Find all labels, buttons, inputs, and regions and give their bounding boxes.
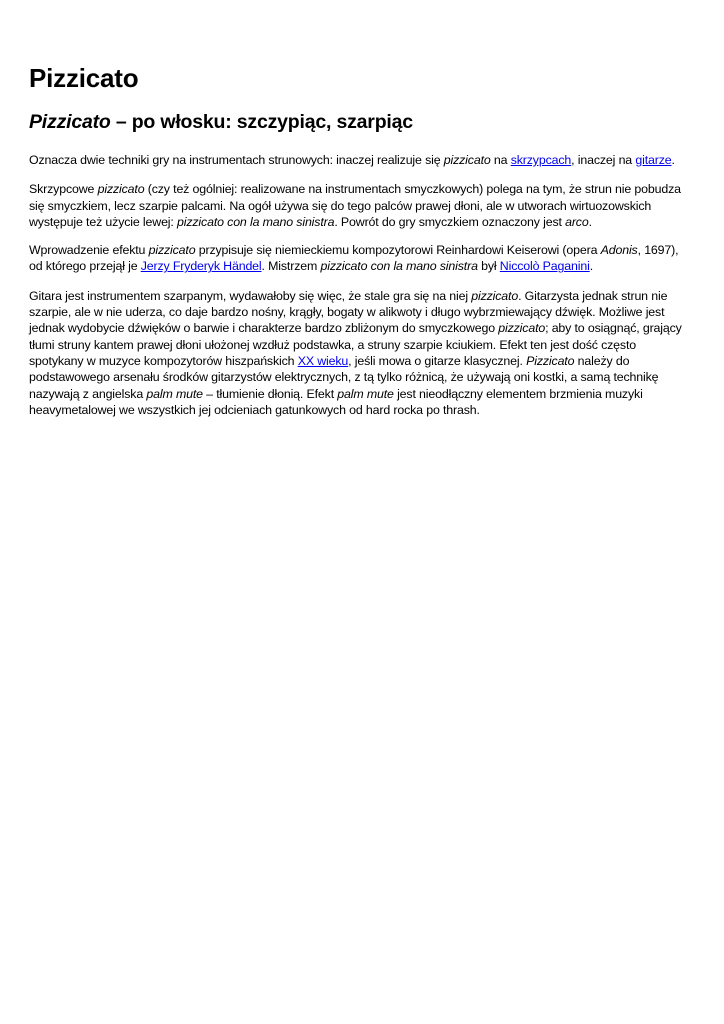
italic-term: pizzicato — [443, 153, 491, 167]
link-xx-wiek[interactable]: XX wieku — [297, 353, 349, 368]
italic-term: arco — [565, 214, 589, 229]
text-run: , inaczej na — [571, 153, 636, 167]
text-run: (czy też ogólniej: realizowane na instrumentach smyczkowych) polega na tym, że strun nie pobudza się smyczkiem, lecz szarpie palcami. Na ogół używa się do tego palców prawej dłoni, ale w utworach wirtuozowskich występuje też użycie lewej: — [29, 182, 681, 229]
paragraph-guitar — [29, 288, 693, 418]
document-page — [29, 58, 693, 418]
text-run: jest nieodłączny elementem brzmienia muzyki heavymetalowej we wszystkich jej odcieniach gatunkowych od hard rocka po thrash. — [29, 386, 643, 417]
italic-term: palm mute — [146, 386, 203, 401]
text-run: . Mistrzem — [261, 259, 321, 274]
italic-term: pizzicato — [97, 182, 145, 197]
text-run: . Powrót do gry smyczkiem oznaczony jest — [334, 214, 566, 229]
italic-term: pizzicato — [471, 288, 519, 303]
page-title: Pizzicato — [29, 63, 139, 93]
paragraph-violin — [29, 181, 693, 230]
heading-term: Pizzicato — [29, 111, 111, 133]
text-run: był — [477, 259, 500, 274]
text-run: na — [490, 153, 511, 167]
text-run: ; aby to osiągnąć, grający tłumi struny kantem prawej dłoni ułożonej wzdłuż podstawka, a struny szarpie kciukiem. Efekt ten jest dość często spotykany w muzyce kompozytorów hiszpańskich — [29, 321, 682, 368]
text-run: , 1697), od którego przejął je — [29, 243, 679, 274]
italic-term: palm mute — [337, 386, 394, 401]
text-run: Oznacza dwie techniki gry na instrumentach strunowych: inaczej realizuje się — [29, 153, 444, 167]
paragraph-history — [29, 242, 693, 275]
italic-term: pizzicato — [498, 321, 546, 336]
link-paganini[interactable]: Niccolò Paganini — [499, 259, 590, 274]
section-heading — [29, 108, 693, 136]
text-run: przypisuje się niemieckiemu kompozytorowi Reinhardowi Keiserowi (opera — [195, 243, 601, 258]
text-run: . Gitarzysta jednak strun nie szarpie, ale w nie uderza, co daje bardzo nośny, krągły, bogaty w alikwoty i długo wybrzmiewający dźwięk. Możliwe jest jednak wydobycie dźwięków o barwie i charakterze bardzo zbliżonym do smyczkowego — [29, 288, 668, 336]
italic-term: Pizzicato — [526, 353, 575, 368]
link-handel[interactable]: Jerzy Fryderyk Händel — [140, 259, 262, 274]
heading-rest: – po włosku: szczypiąc, szarpiąc — [110, 111, 413, 133]
italic-term: Adonis — [600, 243, 638, 258]
link-skrzypce[interactable]: skrzypcach — [510, 153, 572, 167]
text-run: . — [588, 214, 592, 229]
text-run: – tłumienie dłonią. Efekt — [202, 386, 338, 401]
text-run: należy do podstawowego arsenału środków gitarzystów elektrycznych, z tą tylko różnicą, że używają oni kostki, a samą technikę nazywają z angielska — [29, 353, 659, 401]
text-run: Gitara jest instrumentem szarpanym, wydawałoby się więc, że stale gra się na niej — [29, 288, 472, 303]
link-gitara[interactable]: gitarze — [635, 153, 672, 167]
italic-term: pizzicato con la mano sinistra — [177, 214, 335, 229]
paragraph-intro — [29, 152, 693, 168]
text-run: . — [671, 153, 675, 167]
italic-term: pizzicato — [148, 243, 196, 258]
text-run: Skrzypcowe — [29, 182, 98, 197]
text-run: , jeśli mowa o gitarze klasycznej. — [348, 353, 527, 368]
text-run: . — [589, 259, 593, 274]
text-run: Wprowadzenie efektu — [29, 243, 149, 258]
italic-term: pizzicato con la mano sinistra — [320, 259, 478, 274]
